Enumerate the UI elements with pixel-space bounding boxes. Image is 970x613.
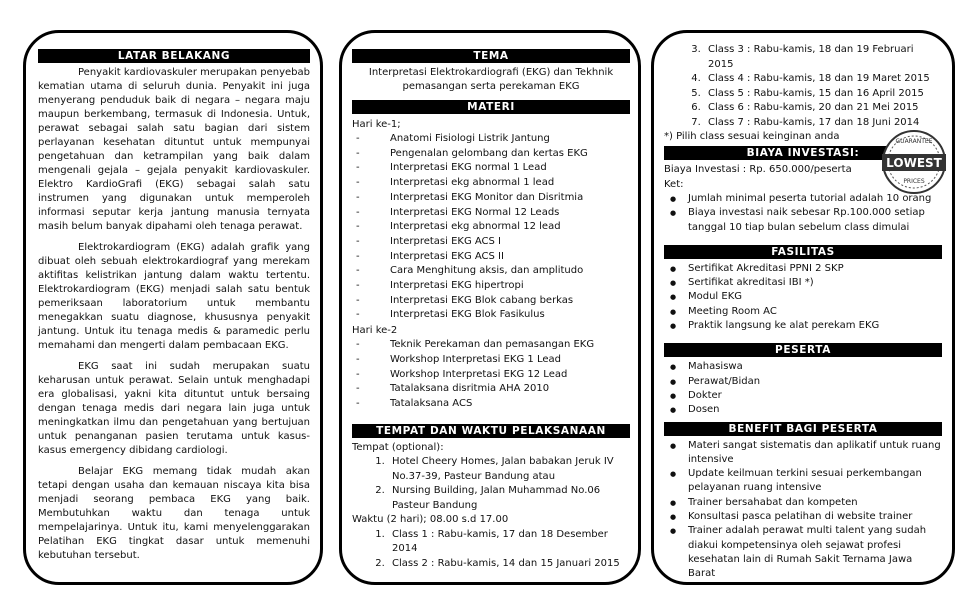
class-list-continued [664,43,942,130]
list-item: - Tatalaksana disritmia AHA 2010 [352,382,630,397]
list-item: ● Trainer adalah perawat multi talent yang sudah diakui kompetensinya oleh sejawat profesi kesehatan lain di Rumah Sakit Ternama Jawa Barat [664,524,942,581]
list-item: ● Update keilmuan terkini sesuai perkembangan pelayanan ruang intensive [664,467,942,496]
list-item: ● Sertifikat akreditasi IBI *) [664,276,942,290]
list-item: - Pengenalan gelombang dan kertas EKG [352,147,630,162]
latar-belakang-heading: LATAR BELAKANG [38,49,310,63]
biaya-heading: BIAYA INVESTASI: [664,146,942,160]
day1-list [352,132,630,323]
background-paragraph: Belajar EKG memang tidak mudah akan tetapi dengan usaha dan kemauan niscaya kita bisa menjadi seorang pembaca EKG yang baik. Membutuhkan waktu dan tenaga untuk mempelajarinya. Untuk itu, kami menyelenggarakan Pelatihan EKG tingkat dasar untuk memenuhi kebutuhan tersebut. [38,466,310,561]
ket-label: Ket: [664,178,684,190]
materi-heading: MATERI [352,100,630,114]
list-item: 5. Class 5 : Rabu-kamis, 15 dan 16 April 2015 [704,87,942,102]
tempat-label: Tempat (optional): [352,441,444,453]
list-item: - Teknik Perekaman dan pemasangan EKG [352,338,630,353]
list-item: 7. Class 7 : Rabu-kamis, 17 dan 18 Juni 2014 [704,116,942,131]
list-item: 6. Class 6 : Rabu-kamis, 20 dan 21 Mei 2015 [704,101,942,116]
list-item: ● Trainer bersahabat dan kompeten [664,496,942,510]
list-item: - Cara Menghitung aksis, dan amplitudo [352,264,630,279]
list-item: 4. Class 4 : Rabu-kamis, 18 dan 19 Maret 2015 [704,72,942,87]
day1-label: Hari ke-1; [352,119,401,130]
background-paragraph: Elektrokardiogram (EKG) adalah grafik yang dibuat oleh sebuah elektrokardiograf yang merekam aktifitas kelistrikan jantung dalam waktu tertentu. Elektrokardiogram (EKG) menjadi salah satu bentuk pemeriksaan laboratorium untuk membantu menegakkan suatu diagnose, khususnya penyakit jantung. Untuk itu tenaga medis & paramedic perlu memahami dan mengerti dalam pembacaan EKG. [38,242,310,351]
list-item: - Tatalaksana ACS [352,397,630,412]
list-item: - Interpretasi EKG hipertropi [352,279,630,294]
list-item: - Interpretasi EKG Normal 12 Leads [352,206,630,221]
background-paragraph: Penyakit kardiovaskuler merupakan penyebab kematian utama di seluruh dunia. Penyakit ini juga menyerang penduduk baik di negara – negara maju maupun berkembang, termasuk di Indonesia. Untuk, perawat sebagai salah satu bagian dari sistem perlayanan kesehatan dituntut untuk mempunyai pengetahuan dan ketrampilan yang baik dalam mengenali gejala – gejala penyakit kardiovaskuler. Elektro KardioGrafi (EKG) sebagai salah satu instrumen yang digunakan untuk memperoleh informasi seputar kerja jantung manusia ternyata masih belum banyak dipahami oleh tenaga perawat. [38,67,310,232]
list-item: - Workshop Interpretasi EKG 12 Lead [352,368,630,383]
list-item: - Interpretasi ekg abnormal 12 lead [352,220,630,235]
list-item: 2. Nursing Building, Jalan Muhammad No.06 Pasteur Bandung [388,484,630,513]
program-panel [339,30,641,585]
badge-bottom-text: PRICES [903,178,925,185]
list-item: ● Perawat/Bidan [664,375,942,389]
peserta-list [664,360,942,417]
peserta-heading: PESERTA [664,343,942,357]
tema-text: Interpretasi Elektrokardiografi (EKG) dan Tekhnik pemasangan serta perekaman EKG [368,67,614,92]
list-item: 1. Class 1 : Rabu-kamis, 17 dan 18 Desember 2014 [388,528,630,557]
tempat-list [352,455,630,513]
list-item: ● Meeting Room AC [664,305,942,319]
list-item: ● Konsultasi pasca pelatihan di website trainer [664,510,942,524]
list-item: ● Praktik langsung ke alat perekam EKG [664,319,942,333]
list-item: - Interpretasi EKG ACS II [352,250,630,265]
list-item: - Interpretasi ekg abnormal 1 lead [352,176,630,191]
list-item: - Interpretasi EKG ACS I [352,235,630,250]
background-panel [23,30,323,585]
class-note: *) Pilih class sesuai keinginan anda [664,131,840,142]
tempat-heading: TEMPAT DAN WAKTU PELAKSANAAN [352,424,630,438]
biaya-text: Biaya Investasi : Rp. 650.000/peserta [664,164,852,175]
list-item: - Interpretasi EKG Blok Fasikulus [352,308,630,323]
class-list [352,528,630,572]
list-item: - Interpretasi EKG normal 1 Lead [352,161,630,176]
list-item: 3. Class 3 : Rabu-kamis, 18 dan 19 Februari 2015 [704,43,942,72]
day2-label: Hari ke-2 [352,325,398,337]
list-item: ● Dokter [664,389,942,403]
day2-list [352,338,630,412]
list-item: ● Modul EKG [664,290,942,304]
waktu-label: Waktu (2 hari); 08.00 s.d 17.00 [352,514,509,526]
list-item: ● Sertifikat Akreditasi PPNI 2 SKP [664,262,942,276]
list-item: ● Mahasiswa [664,360,942,374]
list-item: ● Biaya investasi naik sebesar Rp.100.000 setiap tanggal 10 tiap bulan sebelum class dimulai [664,206,942,235]
benefit-heading: BENEFIT BAGI PESERTA [664,422,942,436]
list-item: ● Jumlah minimal peserta tutorial adalah 10 orang [664,192,942,206]
tema-heading: TEMA [352,49,630,63]
info-panel [651,30,955,585]
lowest-price-badge-icon [881,129,947,195]
benefit-list [664,439,942,582]
list-item: - Anatomi Fisiologi Listrik Jantung [352,132,630,147]
list-item: 2. Class 2 : Rabu-kamis, 14 dan 15 Januari 2015 [388,557,630,572]
list-item: - Interpretasi EKG Monitor dan Disritmia [352,191,630,206]
badge-main-text: LOWEST [886,156,942,170]
list-item: 1. Hotel Cheery Homes, Jalan babakan Jeruk IV No.37-39, Pasteur Bandung atau [388,455,630,484]
badge-top-text: GUARANTEE [895,138,933,145]
list-item: - Interpretasi EKG Blok cabang berkas [352,294,630,309]
list-item: ● Dosen [664,403,942,417]
fasilitas-list [664,262,942,333]
background-paragraph: EKG saat ini sudah merupakan suatu keharusan untuk perawat. Selain untuk menghadapi era globalisasi, yakni kita dituntut untuk bersaing dengan tenaga medis dari negara lain juga untuk meningkatkan ilmu dan pengetahuan yang bertujuan untuk penanganan pasien terutama untuk kasus- kasus emergency dibidang cardiologi. [38,361,310,456]
list-item: - Workshop Interpretasi EKG 1 Lead [352,353,630,368]
ket-list [664,192,942,235]
fasilitas-heading: FASILITAS [664,245,942,259]
list-item: ● Materi sangat sistematis dan aplikatif untuk ruang intensive [664,439,942,468]
